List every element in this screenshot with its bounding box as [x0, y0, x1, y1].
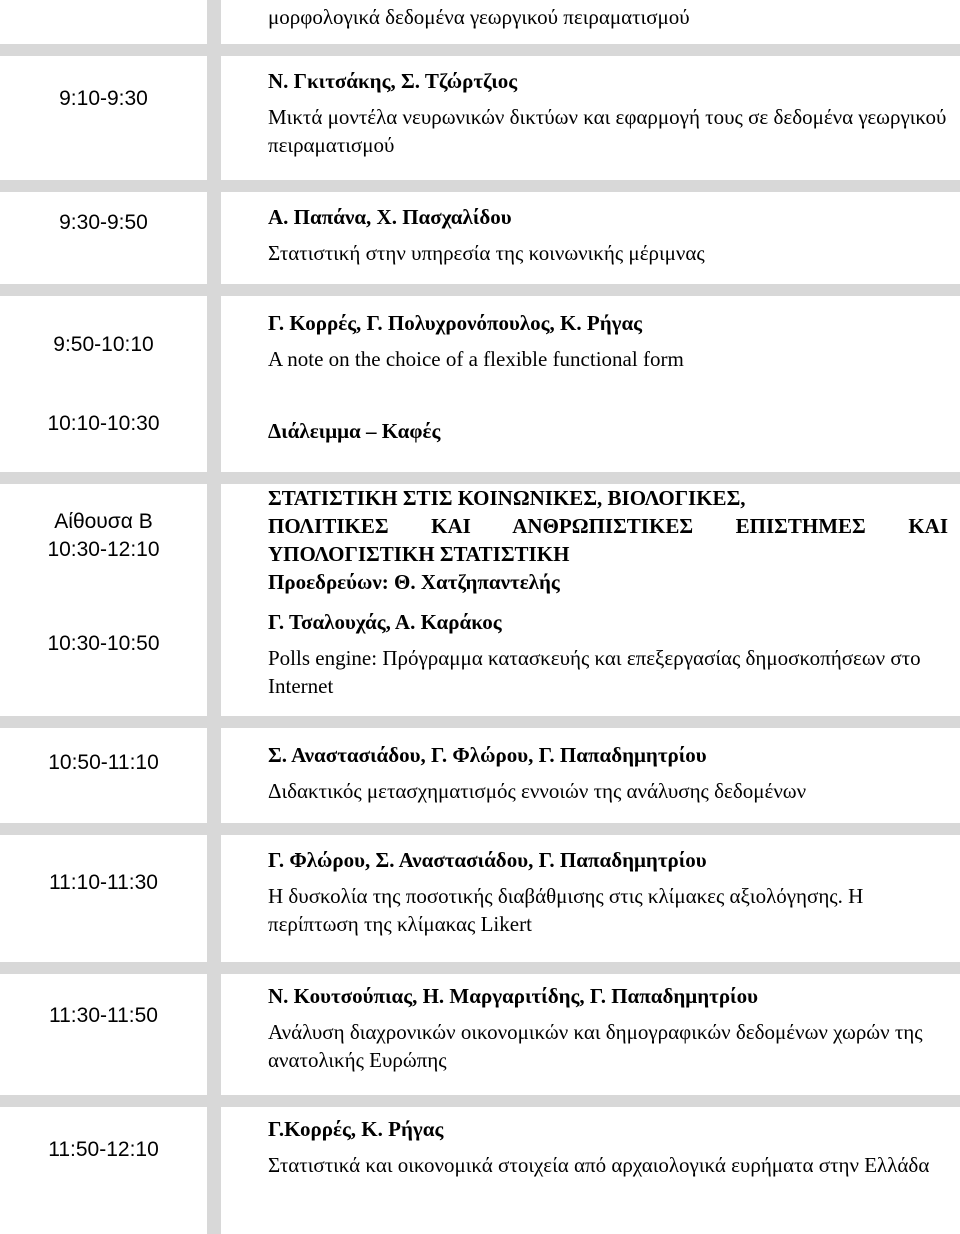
talk-title: μορφολογικά δεδομένα γεωργικού πειραματισμού	[268, 5, 690, 29]
row-divider	[0, 1095, 960, 1107]
talk-authors: Α. Παπάνα, Χ. Πασχαλίδου	[268, 205, 512, 229]
talk-entry	[268, 846, 948, 938]
time-slot: 9:50-10:10	[53, 333, 154, 356]
time-slot: 10:30-10:50	[47, 632, 160, 655]
session-heading-line: ΣΤΑΤΙΣΤΙΚΗ ΣΤΙΣ ΚΟΙΝΩΝΙΚΕΣ, ΒΙΟΛΟΓΙΚΕΣ,	[268, 486, 746, 510]
talk-authors: Σ. Αναστασιάδου, Γ. Φλώρου, Γ. Παπαδημητρίου	[268, 743, 707, 767]
row-divider	[0, 823, 960, 835]
talk-entry	[268, 309, 948, 373]
talk-title: A note on the choice of a flexible functional form	[268, 347, 684, 371]
talk-entry	[268, 982, 948, 1074]
talk-title: Η δυσκολία της ποσοτικής διαβάθμισης στις κλίμακες αξιολόγησης. Η περίπτωση της κλίμακας Likert	[268, 884, 864, 936]
time-slot: 10:50-11:10	[48, 751, 159, 774]
row-divider	[0, 962, 960, 974]
row-divider	[0, 472, 960, 484]
break-entry	[268, 417, 948, 445]
time-slot: 9:30-9:50	[59, 211, 148, 234]
talk-title: Στατιστική στην υπηρεσία της κοινωνικής μέριμνας	[268, 241, 705, 265]
time-slot: 9:10-9:30	[59, 87, 148, 110]
talk-entry	[268, 67, 948, 159]
talk-authors: Γ.Κορρές, Κ. Ρήγας	[268, 1117, 444, 1141]
break-label: Διάλειμμα – Καφές	[268, 419, 441, 443]
talk-title: Διδακτικός μετασχηματισμός εννοιών της ανάλυσης δεδομένων	[268, 779, 807, 803]
talk-entry	[268, 203, 948, 267]
row-divider	[0, 716, 960, 728]
row-divider	[0, 284, 960, 296]
time-slot: 10:10-10:30	[47, 412, 160, 435]
session-time: 10:30-12:10	[47, 538, 160, 561]
session-heading-line: ΠΟΛΙΤΙΚΕΣ ΚΑΙ ΑΝΘΡΩΠΙΣΤΙΚΕΣ ΕΠΙΣΤΗΜΕΣ ΚΑΙ	[268, 514, 948, 538]
session-heading	[268, 484, 948, 596]
row-divider	[0, 180, 960, 192]
time-slot: 11:50-12:10	[48, 1138, 159, 1161]
session-room: Αίθουσα Β	[54, 510, 153, 533]
talk-entry	[268, 1115, 948, 1179]
talk-authors: Γ. Κορρές, Γ. Πολυχρονόπουλος, Κ. Ρήγας	[268, 311, 643, 335]
session-heading-line: ΥΠΟΛΟΓΙΣΤΙΚΗ ΣΤΑΤΙΣΤΙΚΗ	[268, 542, 570, 566]
talk-title: Στατιστικά και οικονομικά στοιχεία από αρχαιολογικά ευρήματα στην Ελλάδα	[268, 1153, 930, 1177]
talk-title: Ανάλυση διαχρονικών οικονομικών και δημογραφικών δεδομένων χωρών της ανατολικής Ευρώπης	[268, 1020, 923, 1072]
talk-entry	[268, 741, 948, 805]
talk-authors: Ν. Κουτσούπιας, Η. Μαργαριτίδης, Γ. Παπαδημητρίου	[268, 984, 758, 1008]
time-slot: 11:10-11:30	[49, 871, 158, 894]
talk-authors: Γ. Τσαλουχάς, Α. Καράκος	[268, 610, 502, 634]
talk-authors: Γ. Φλώρου, Σ. Αναστασιάδου, Γ. Παπαδημητρίου	[268, 848, 707, 872]
talk-entry	[268, 608, 948, 700]
talk-title: Polls engine: Πρόγραμμα κατασκευής και επεξεργασίας δημοσκοπήσεων στο Internet	[268, 646, 921, 698]
talk-authors: Ν. Γκιτσάκης, Σ. Τζώρτζιος	[268, 69, 518, 93]
row-divider	[0, 44, 960, 56]
session-chair: Προεδρεύων: Θ. Χατζηπαντελής	[268, 570, 560, 594]
time-slot: 11:30-11:50	[49, 1004, 158, 1027]
talk-title: Μικτά μοντέλα νευρωνικών δικτύων και εφαρμογή τους σε δεδομένα γεωργικού πειραματισμού	[268, 105, 947, 157]
